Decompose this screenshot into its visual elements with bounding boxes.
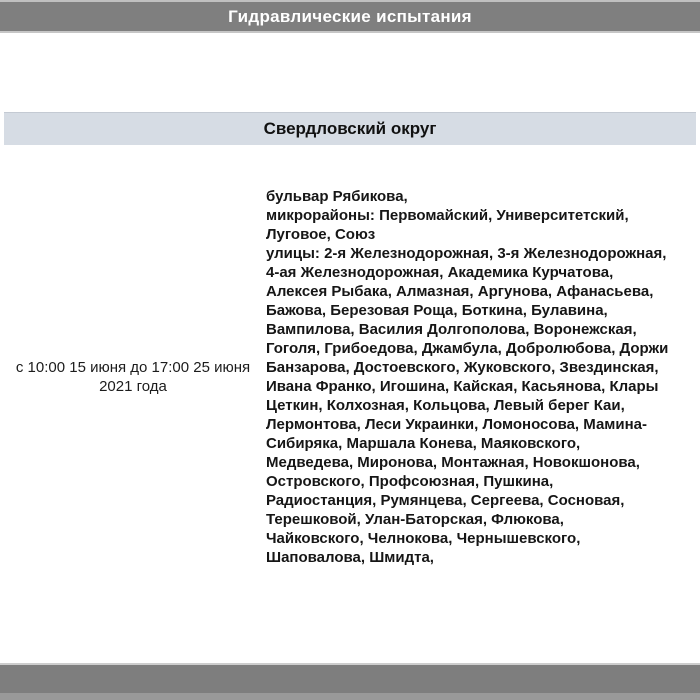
street-line: Банзарова, Достоевского, Жуковского, Звездинская, <box>266 359 659 376</box>
street-line: Луговое, Союз <box>266 226 376 243</box>
street-line: Цеткин, Колхозная, Кольцова, Левый берег Каи, <box>266 397 625 414</box>
street-line: Алексея Рыбака, Алмазная, Аргунова, Афанасьева, <box>266 283 654 300</box>
page-title: Гидравлические испытания <box>228 7 472 26</box>
schedule-cell <box>0 187 266 567</box>
street-line: улицы: 2-я Железнодорожная, 3-я Железнодорожная, <box>266 245 667 262</box>
street-line: Радиостанция, Румянцева, Сергеева, Сосновая, <box>266 492 625 509</box>
street-line: 4-ая Железнодорожная, Академика Курчатова, <box>266 264 614 281</box>
footer-main-strip <box>0 665 700 693</box>
street-line: Терешковой, Улан-Баторская, Флюкова, <box>266 511 564 528</box>
section-band <box>4 112 696 145</box>
street-line: Гоголя, Грибоедова, Джамбула, Добролюбова, Доржи <box>266 340 669 357</box>
schedule-period-line-2: 2021 года <box>99 378 167 395</box>
street-line: Ивана Франко, Игошина, Кайская, Касьянова, Клары <box>266 378 659 395</box>
footer-bar <box>0 663 700 700</box>
street-line: Медведева, Миронова, Монтажная, Новокшонова, <box>266 454 640 471</box>
header-bar <box>0 0 700 33</box>
street-line: Сибиряка, Маршала Конева, Маяковского, <box>266 435 581 452</box>
street-line: бульвар Рябикова, <box>266 188 408 205</box>
section-title: Свердловский округ <box>263 119 437 138</box>
street-line: Островского, Профсоюзная, Пушкина, <box>266 473 554 490</box>
streets-list <box>266 187 694 567</box>
street-line: Бажова, Березовая Роща, Боткина, Булавина, <box>266 302 608 319</box>
street-line: Лермонтова, Леси Украинки, Ломоносова, Мамина- <box>266 416 647 433</box>
footer-bottom-strip <box>0 693 700 700</box>
street-line: микрорайоны: Первомайский, Университетский, <box>266 207 629 224</box>
street-line: Чайковского, Челнокова, Чернышевского, <box>266 530 581 547</box>
street-line: Шаповалова, Шмидта, <box>266 549 434 566</box>
content-row <box>0 145 700 567</box>
street-line: Вампилова, Василия Долгополова, Воронежская, <box>266 321 637 338</box>
schedule-period-line-1: с 10:00 15 июня до 17:00 25 июня <box>15 359 251 376</box>
